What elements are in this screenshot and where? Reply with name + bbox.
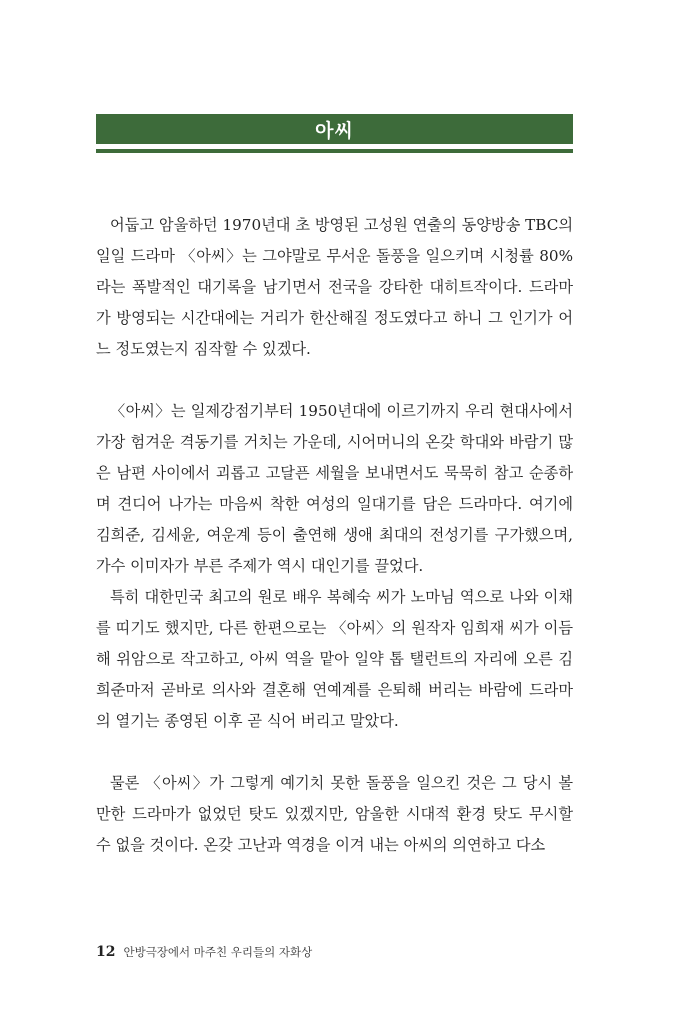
- body-text: [96, 210, 573, 861]
- paragraph-4: 물론 〈아씨〉가 그렇게 예기치 못한 돌풍을 일으킨 것은 그 당시 볼 만한 드라마가 없었던 탓도 있겠지만, 암울한 시대적 환경 탓도 무시할 수 없을 것이다. 온갖 고난과 역경을 이겨 내는 아씨의 의연하고 다소: [96, 774, 573, 854]
- page-footer: [96, 944, 312, 964]
- paragraph-2: 〈아씨〉는 일제강점기부터 1950년대에 이르기까지 우리 현대사에서 가장 험겨운 격동기를 거치는 가운데, 시어머니의 온갖 학대와 바람기 많은 남편 사이에서 괴롭고 고달픈 세월을 보내면서도 묵묵히 참고 순종하며 견디어 나가는 마음씨 착한 여성의 일대기를 담은 드라마다. 여기에 김희준, 김세윤, 여운계 등이 출연해 생애 최대의 전성기를 구가했으며, 가수 이미자가 부른 주제가 역시 대인기를 끌었다.: [96, 402, 573, 575]
- paragraph-1: 어둡고 암울하던 1970년대 초 방영된 고성원 연출의 동양방송 TBC의 일일 드라마 〈아씨〉는 그야말로 무서운 돌풍을 일으키며 시청률 80%라는 폭발적인 대기록을 남기면서 전국을 강타한 대히트작이다. 드라마가 방영되는 시간대에는 거리가 한산해질 정도였다고 하니 그 인기가 어느 정도였는지 짐작할 수 있겠다.: [96, 216, 573, 358]
- book-title: 안방극장에서 마주친 우리들의 자화상: [123, 945, 313, 959]
- chapter-title-bar: [96, 114, 573, 144]
- page-number: 12: [96, 944, 116, 960]
- title-underline-rule: [96, 149, 573, 153]
- chapter-title: 아씨: [315, 119, 354, 142]
- paragraph-3: 특히 대한민국 최고의 원로 배우 복혜숙 씨가 노마님 역으로 나와 이채를 띠기도 했지만, 다른 한편으로는 〈아씨〉의 원작자 임희재 씨가 이듬해 위암으로 작고하고, 아씨 역을 맡아 일약 톱 탤런트의 자리에 오른 김희준마저 곧바로 의사와 결혼해 연예계를 은퇴해 버리는 바람에 드라마의 열기는 종영된 이후 곧 식어 버리고 말았다.: [96, 588, 573, 730]
